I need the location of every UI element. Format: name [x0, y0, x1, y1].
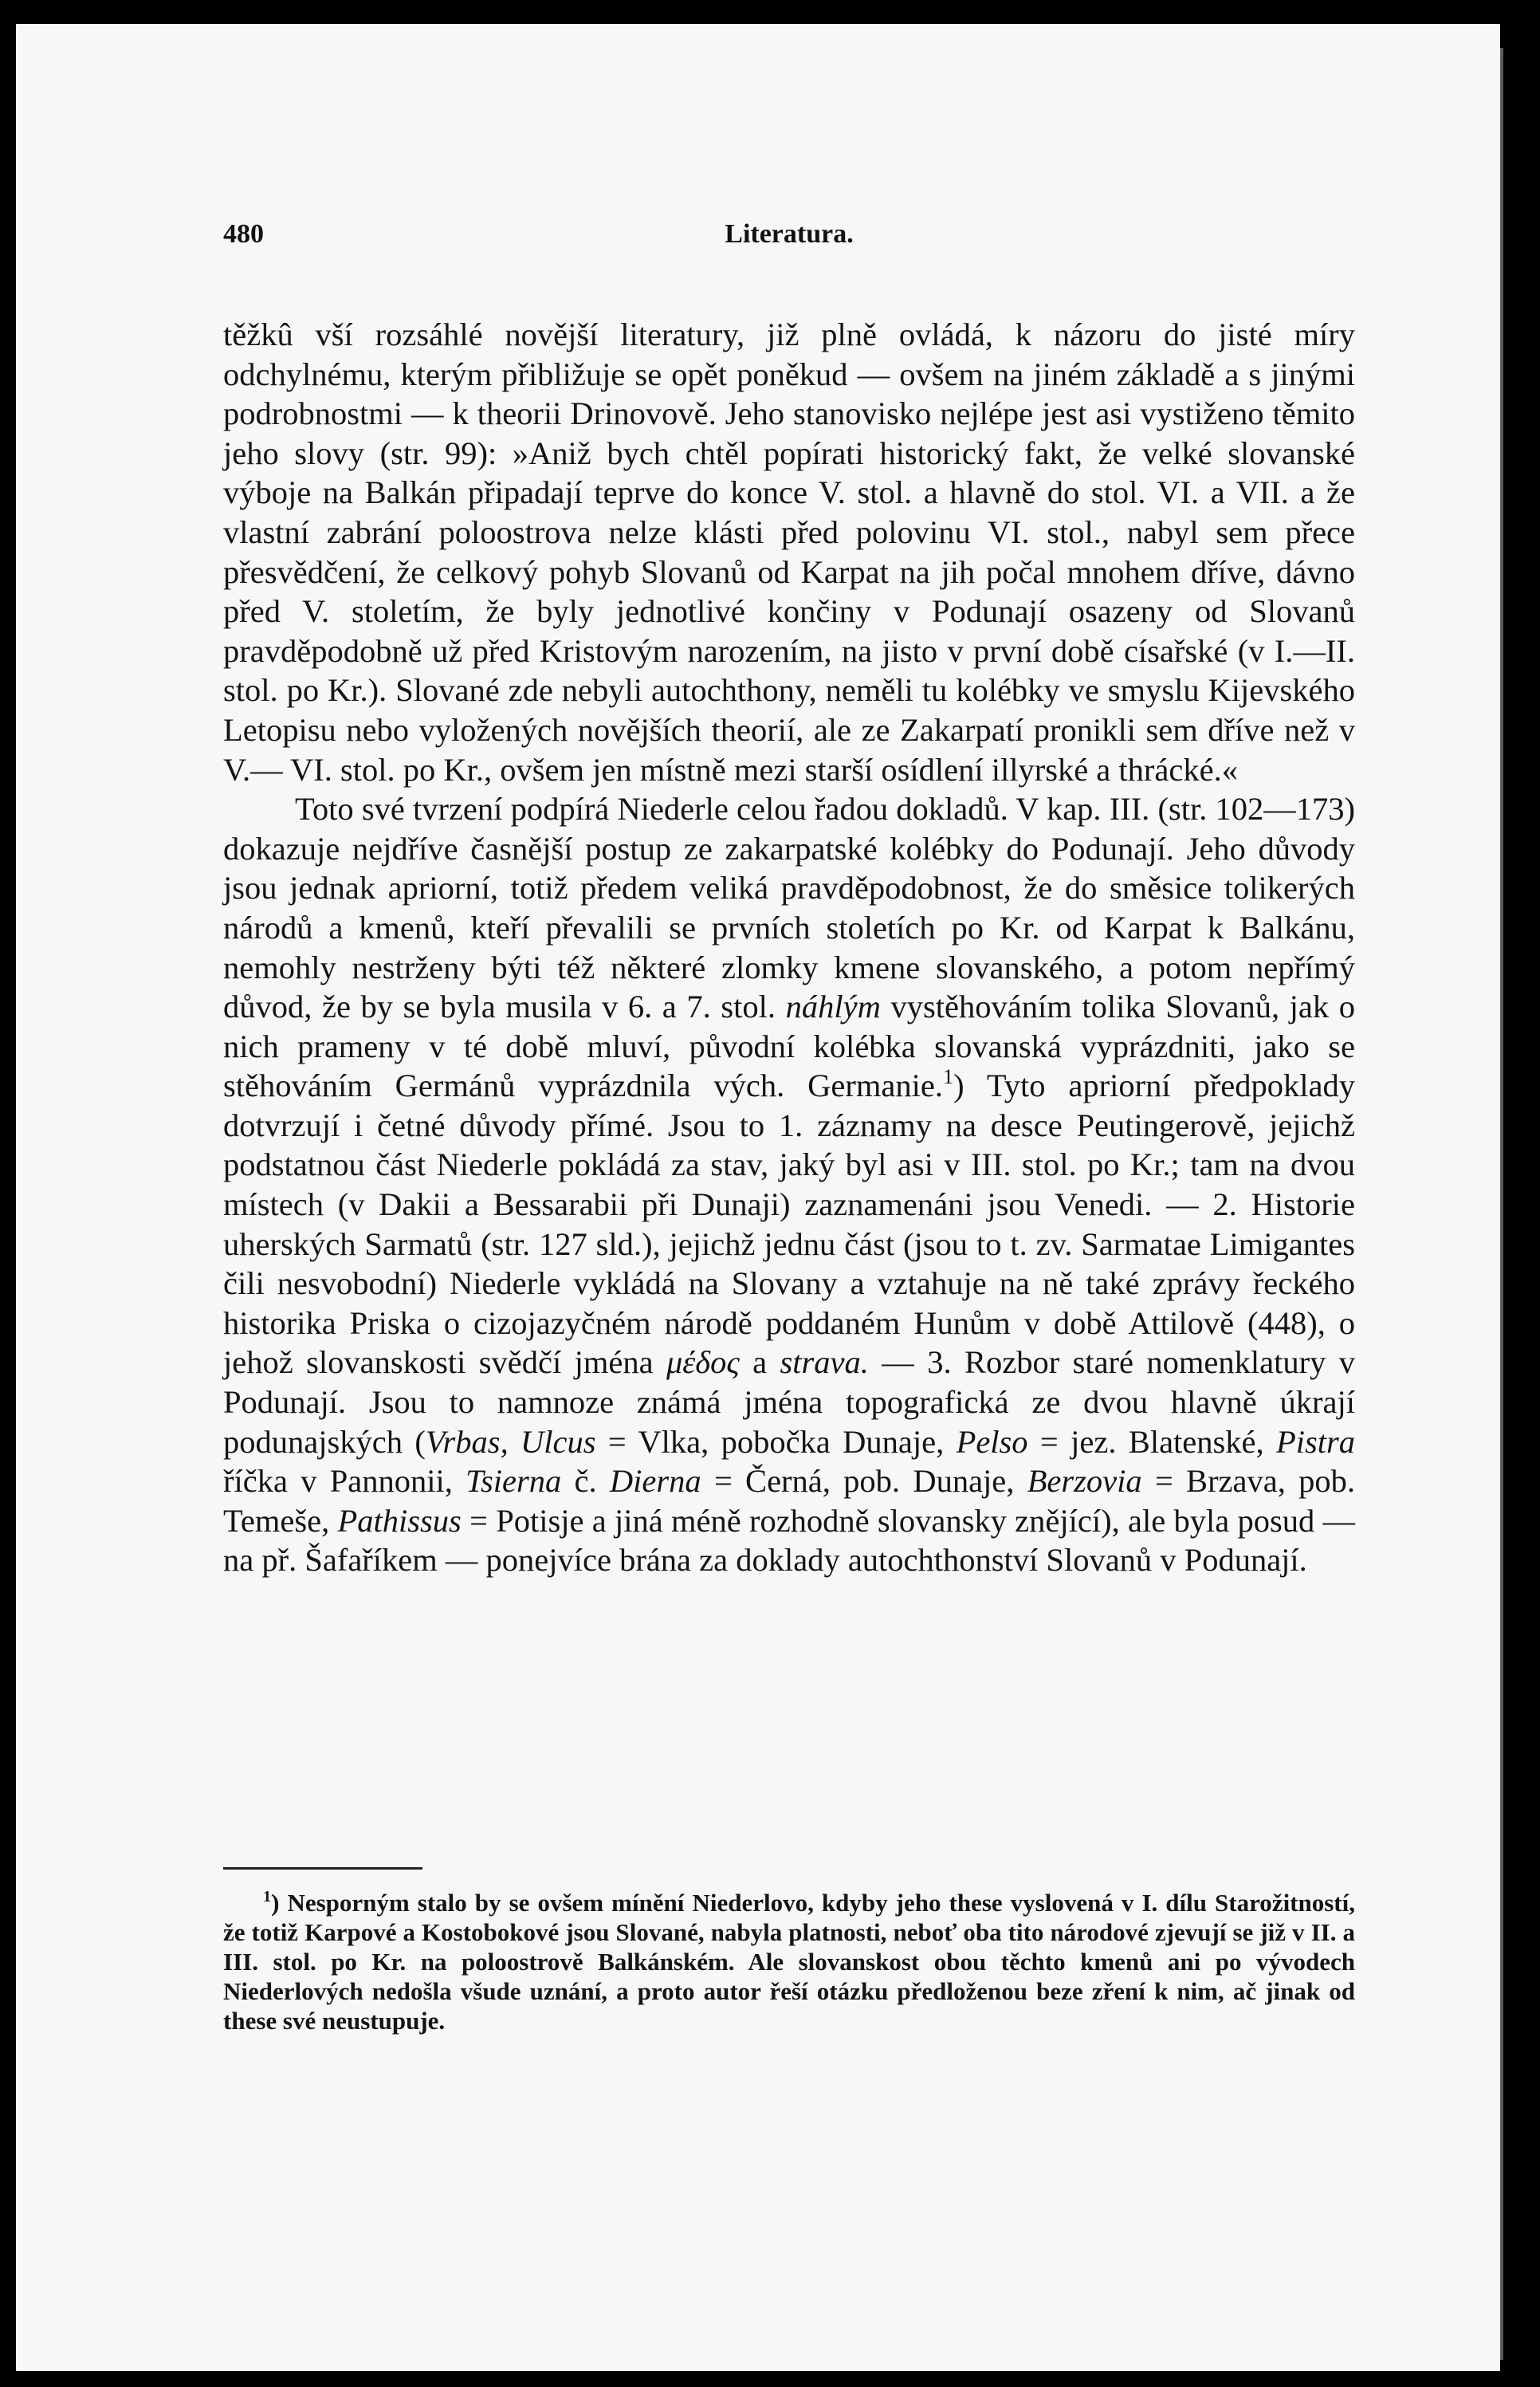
p2-text-f: = Vlka, pobočka Dunaje, [607, 1423, 945, 1460]
p2-text-k: = Brzava, pob. Temeše, [223, 1463, 1356, 1539]
p2-emphasis-strava: strava. [780, 1344, 869, 1381]
p2-text-d: a [752, 1344, 768, 1381]
p2-text-h: říčka v Pannonii, [223, 1463, 453, 1500]
p2-emphasis-berzovia: Berzovia [1027, 1463, 1142, 1500]
p2-text-l: = Potisje a jiná méně rozhodně slovansky znějící), ale byla posud — na př. Šafaříkem — ponejvíce brána za doklady autochthonství Slovanů v Podunají. [223, 1502, 1356, 1579]
p2-emphasis-pelso: Pelso [956, 1423, 1028, 1460]
p2-text-a: Toto své tvrzení podpírá Niederle celou řadou dokladů. V kap. III. (str. 102—173) dokazuje nejdříve časnější postup ze zakarpatské kolébky do Podunají. Jeho důvody jsou jednak apriorní, totiž předem veliká pravděpodobnost, že do směsice tolikerých národů a kmenů, kteří převalili se prvních stoletích po Kr. od Karpat k Balkánu, nemohly nestrženy býti též některé zlomky kmene slovanského, a potom nepřímý důvod, že by se byla musila v 6. a 7. stol. [223, 791, 1355, 1025]
p2-emphasis-greek: μέδος [666, 1344, 740, 1381]
page-spine-edge [1500, 48, 1503, 2360]
p2-text-c: ) Tyto apriorní předpoklady dotvrzují i četné důvody přímé. Jsou to 1. záznamy na desce Peutingerově, jejichž podstatnou část Niederle pokládá za stav, jaký byl asi v III. stol. po Kr.; tam na dvou místech (v Dakii a Bessarabii při Dunaji) zaznamenáni jsou Venedi. — 2. Historie uherských Sarmatů (str. 127 sld.), jejichž jednu část (jsou to t. zv. Sarmatae Limigantes čili nesvobodní) Niederle vykládá na Slovany a vztahuje na ně také zprávy řeckého historika Priska o cizojazyčném národě poddaném Hunům v době Attilově (448), o jehož slovanskosti svědčí jména [223, 1068, 1355, 1381]
footnote-reference: 1 [942, 1065, 954, 1089]
p2-emphasis-pathissus: Pathissus [337, 1502, 462, 1539]
footnote-marker: 1 [263, 1887, 272, 1905]
footnote-text: ) Nesporným stalo by se ovšem mínění Niederlovo, kdyby jeho these vyslovená v I. dílu Starožitností, že totiž Karpové a Kostobokové jsou Slované, nabyla platnosti, neboť oba tito národové zjevují se již v II. a III. stol. po Kr. na poloostrově Balkánském. Ale slovanskost obou těchto kmenů ani po vývodech Niederlových nedošla všude uznání, a proto autor řeší otázku předloženou beze zření k nim, ač jinak od these své neustupuje. [223, 1889, 1355, 2035]
p2-text-e: — 3. Rozbor staré nomenklatury v Podunají. Jsou to namnoze známá jména topografická ze dvou hlavně úkrají podunajských ( [223, 1344, 1355, 1460]
p2-text-b: vystěhováním tolika Slovanů, jak o nich prameny v té době mluví, původní kolébka slovanská vyprázdniti, jako se stěhováním Germánů vyprázdnila vých. Germanie. [223, 989, 1356, 1104]
p2-emphasis-pistra: Pistra [1276, 1423, 1356, 1460]
p2-emphasis-vrbas: Vrbas, Ulcus [425, 1423, 596, 1460]
paragraph-1 [223, 315, 1355, 789]
p2-emphasis-nahlym: náhlým [785, 989, 881, 1025]
paragraph-2 [223, 789, 1355, 1580]
footnote [223, 1888, 1355, 2035]
p2-emphasis-tsierna: Tsierna [466, 1463, 562, 1500]
main-text [223, 315, 1355, 1580]
p2-text-j: = Černá, pob. Dunaje, [713, 1463, 1015, 1500]
page-header [223, 219, 1355, 267]
p2-text-g: = jez. Blatenské, [1039, 1423, 1264, 1460]
p2-text-i: č. [574, 1463, 597, 1500]
running-title: Literatura. [725, 219, 854, 249]
footnote-divider [223, 1867, 422, 1870]
page-number: 480 [223, 219, 264, 249]
p2-emphasis-dierna: Dierna [609, 1463, 701, 1500]
paragraph-1-text: těžkû vší rozsáhlé novější literatury, již plně ovládá, k názoru do jisté míry odchylnému, kterým přibližuje se opět poněkud — ovšem na jiném základě a s jinými podrobnostmi — k theorii Drinovově. Jeho stanovisko nejlépe jest asi vystiženo těmito jeho slovy (str. 99): »Aniž bych chtěl popírati historický fakt, že velké slovanské výboje na Balkán připadají teprve do konce V. stol. a hlavně do stol. VI. a VII. a že vlastní zabrání poloostrova nelze klásti před polovinu VI. stol., nabyl sem přece přesvědčení, že celkový pohyb Slovanů od Karpat na jih počal mnohem dříve, dávno před V. stoletím, že byly jednotlivé končiny v Podunají osazeny od Slovanů pravděpodobně už před Kristovým narozením, na jisto v první době císařské (v I.—II. stol. po Kr.). Slované zde nebyli autochthony, neměli tu kolébky ve smyslu Kijevského Letopisu nebo vyložených novějších theorií, ale ze Zakarpatí pronikli sem dříve než v V.— VI. stol. po Kr., ovšem jen místně mezi starší osídlení illyrské a thrácké.« [223, 317, 1355, 788]
